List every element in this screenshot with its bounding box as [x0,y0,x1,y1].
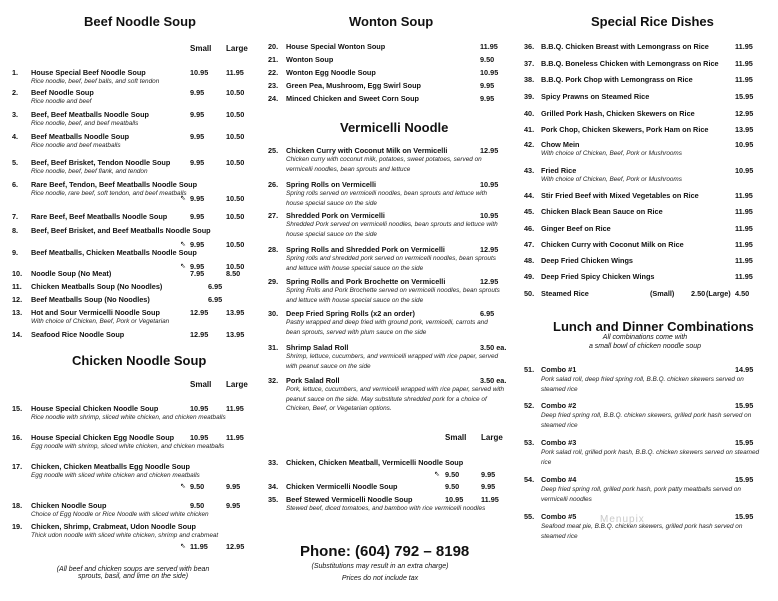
rice-item-name: B.B.Q. Chicken Breast with Lemongrass on Rice [541,42,709,51]
chicken-item-desc: Egg noodle with shrimp, sliced white chicken, and chicken meatballs [31,443,225,450]
beef-item-large-price: 11.95 [226,68,244,77]
soup-item-desc: Stewed beef, diced tomatoes, and bamboo with rice vermicelli noodles [286,505,486,512]
beef-item-large-price: 10.50 [226,212,245,221]
vermicelli-item-number: 25. [268,146,279,155]
wonton-item-price: 9.95 [480,81,495,90]
vermicelli-item-price: 10.95 [480,211,499,220]
rice-item-number: 42. [524,140,535,149]
rice-item-name: Deep Fried Chicken Wings [541,256,633,265]
beef-item-desc: Rice noodle, beef, and beef meatballs [31,120,139,127]
rice-item-name: Pork Chop, Chicken Skewers, Pork Ham on Rice [541,125,709,134]
beef-item-large-price: 10.50 [226,88,245,97]
vermicelli-small-header: Small [445,433,467,442]
vermicelli-item-number: 30. [268,309,279,318]
rice-item-number: 47. [524,240,535,249]
beef-item-name: Beef, Beef Meatballs Noodle Soup [31,110,149,119]
chicken-item-large-price: 11.95 [226,404,244,413]
vermicelli-item-desc: Spring rolls served on vermicelli noodles, bean sprouts and lettuce with house special sauce on the side [286,190,488,207]
wonton-item-number: 24. [268,94,279,103]
vermicelli-item-price: 6.95 [480,309,495,318]
vermicelli-item-number: 26. [268,180,279,189]
beef-item-number: 14. [12,330,23,339]
beef-item-number: 9. [12,248,19,257]
wonton-item-price: 9.50 [480,55,495,64]
rice-item-number: 39. [524,92,535,101]
beef-item-large-price: 13.95 [226,330,245,339]
pointer-arrow-icon: ⇖ [180,263,186,270]
rice-item-number: 38. [524,75,535,84]
chicken-section-title: Chicken Noodle Soup [72,353,207,368]
steamed-rice-large-label: (Large) [706,289,731,298]
rice-item-desc: With choice of Chicken, Beef, Pork or Mushrooms [541,150,682,157]
combo-item-desc: Seafood meat pie, B.B.Q. chicken skewers, grilled pork hash served on steamed rice [541,523,743,540]
wonton-section-title: Wonton Soup [349,14,434,29]
tax-note: Prices do not include tax [341,575,419,582]
beef-item-large-price: 10.50 [226,132,245,141]
rice-item-number: 45. [524,207,535,216]
vermicelli-item-price: 12.95 [480,277,499,286]
beef-item-large-price: 8.50 [226,269,241,278]
vermicelli-item-name: Shredded Pork on Vermicelli [286,211,385,220]
chicken-item-number: 17. [12,462,23,471]
beef-item-small-price: 9.95 [190,158,205,167]
beef-item-number: 8. [12,226,19,235]
beef-item-desc: Rice noodle and beef meatballs [31,142,121,149]
rice-item-price: 11.95 [735,240,753,249]
chicken-item-small-price: 9.50 [190,482,205,491]
beef-item-number: 12. [12,295,23,304]
soup-item-number: 34. [268,482,279,491]
rice-item-name: B.B.Q. Pork Chop with Lemongrass on Rice [541,75,693,84]
rice-item-name: Ginger Beef on Rice [541,224,611,233]
wonton-item-name: Wonton Egg Noodle Soup [286,68,376,77]
vermicelli-item-desc: Spring Rolls and Pork Brochette served on vermicelli noodles, bean sprouts and lettuce with house special sauce on the side [286,287,500,304]
chicken-item-desc: Choice of Egg Noodle or Rice Noodle with sliced white chicken [31,511,209,518]
soup-item-name: Chicken Vermicelli Noodle Soup [286,482,398,491]
rice-item-price: 11.95 [735,191,753,200]
vermicelli-item-number: 32. [268,376,279,385]
rice-item-number: 44. [524,191,535,200]
soup-note: (All beef and chicken soups are served with bean sprouts, basil, and lime on the side) [56,566,210,580]
vermicelli-item-price: 10.95 [480,180,499,189]
rice-item-name: Chicken Curry with Coconut Milk on Rice [541,240,684,249]
rice-item-price: 11.95 [735,42,753,51]
pointer-arrow-icon: ⇖ [180,195,186,202]
vermicelli-item-number: 28. [268,245,279,254]
combo-item-number: 52. [524,401,535,410]
soup-item-number: 33. [268,458,279,467]
substitution-note: (Substitutions may result in an extra charge) [311,563,449,570]
rice-item-price: 11.95 [735,75,753,84]
beef-item-number: 11. [12,282,22,291]
chicken-large-header: Large [226,380,248,389]
rice-item-price: 11.95 [735,224,753,233]
beef-item-number: 3. [12,110,19,119]
pointer-arrow-icon: ⇖ [180,241,186,248]
beef-item-small-price: 6.95 [208,295,223,304]
beef-item-name: Chicken Meatballs Soup (No Noodles) [31,282,163,291]
vermicelli-item-desc: Pork, lettuce, cucumbers, and vermicelli wrapped with rice paper, served with peanut sauce on the side. May substitute shredded pork for a choice of Chicken, Beef, or Vegetarian options. [286,386,505,413]
combo-item-price: 15.95 [735,401,754,410]
rice-item-name: Stir Fried Beef with Mixed Vegetables on Rice [541,191,699,200]
vermicelli-item-name: Spring Rolls and Pork Brochette on Vermicelli [286,277,446,286]
beef-item-name: Beef Meatballs Noodle Soup [31,132,130,141]
beef-item-desc: Rice noodle, beef, beef balls, and soft tendon [31,78,160,85]
beef-item-name: Beef, Beef Brisket, and Beef Meatballs Noodle Soup [31,226,211,235]
steamed-rice-small-label: (Small) [650,289,675,298]
chicken-item-large-price: 9.95 [226,482,241,491]
rice-section-title: Special Rice Dishes [591,14,714,29]
chicken-item-name: House Special Chicken Egg Noodle Soup [31,433,175,442]
wonton-item-price: 9.95 [480,94,495,103]
beef-item-small-price: 10.95 [190,68,209,77]
chicken-item-large-price: 12.95 [226,542,245,551]
beef-item-name: Hot and Sour Vermicelli Noodle Soup [31,308,160,317]
beef-item-small-price: 12.95 [190,330,209,339]
phone-number: Phone: (604) 792 – 8198 [300,543,470,560]
vermicelli-item-name: Chicken Curry with Coconut Milk on Vermicelli [286,146,448,155]
rice-item-price: 12.95 [735,109,754,118]
combo-item-desc: Deep fried spring roll, grilled pork hash, pork patty meatballs served on vermicelli noodles [541,486,741,503]
beef-small-header: Small [190,44,212,53]
chicken-item-number: 18. [12,501,23,510]
beef-item-large-price: 10.50 [226,158,245,167]
soup-item-name: Chicken, Chicken Meatball, Vermicelli Noodle Soup [286,458,464,467]
vermicelli-item-price: 12.95 [480,146,499,155]
rice-item-number: 48. [524,256,535,265]
combo-item-price: 14.95 [735,365,754,374]
vermicelli-item-name: Shrimp Salad Roll [286,343,349,352]
wonton-item-number: 20. [268,42,279,51]
rice-item-desc: With choice of Chicken, Beef, Pork or Mushrooms [541,176,682,183]
rice-item-number: 43. [524,166,535,175]
soup-item-large-price: 9.95 [481,470,496,479]
steamed-rice-small-price: 2.50 [691,289,706,298]
rice-item-price: 11.95 [735,256,753,265]
wonton-item-name: House Special Wonton Soup [286,42,386,51]
beef-item-small-price: 9.95 [190,110,205,119]
chicken-item-small-price: 10.95 [190,433,209,442]
pointer-arrow-icon: ⇖ [434,471,440,478]
beef-item-small-price: 6.95 [208,282,223,291]
soup-item-large-price: 9.95 [481,482,496,491]
beef-item-large-price: 10.50 [226,240,245,249]
vermicelli-item-number: 29. [268,277,279,286]
wonton-item-price: 10.95 [480,68,499,77]
vermicelli-item-desc: Pastry wrapped and deep fried with ground pork, vermicelli, carrots and bean sprouts, served with plum sauce on the side [286,319,488,336]
pointer-arrow-icon: ⇖ [180,483,186,490]
rice-item-price: 11.95 [735,272,753,281]
chicken-item-desc: Egg noodle with sliced white chicken and chicken meatballs [31,472,200,479]
beef-item-number: 13. [12,308,23,317]
combo-item-number: 54. [524,475,535,484]
beef-item-small-price: 12.95 [190,308,209,317]
rice-item-number: 41. [524,125,535,134]
rice-item-price: 10.95 [735,140,754,149]
beef-item-small-price: 9.95 [190,240,205,249]
soup-item-name: Beef Stewed Vermicelli Noodle Soup [286,495,413,504]
chicken-item-name: House Special Chicken Noodle Soup [31,404,159,413]
beef-item-number: 1. [12,68,19,77]
beef-item-large-price: 10.50 [226,262,245,271]
chicken-item-number: 19. [12,522,23,531]
wonton-item-name: Minced Chicken and Sweet Corn Soup [286,94,419,103]
beef-item-number: 2. [12,88,19,97]
beef-item-number: 6. [12,180,19,189]
beef-item-name: Seafood Rice Noodle Soup [31,330,125,339]
steamed-rice-number: 50. [524,289,535,298]
rice-item-number: 40. [524,109,535,118]
rice-item-number: 49. [524,272,535,281]
soup-item-large-price: 11.95 [481,495,499,504]
chicken-item-name: Chicken Noodle Soup [31,501,107,510]
chicken-item-small-price: 10.95 [190,404,209,413]
wonton-item-number: 22. [268,68,279,77]
soup-item-number: 35. [268,495,279,504]
chicken-item-name: Chicken, Shrimp, Crabmeat, Udon Noodle Soup [31,522,197,531]
vermicelli-item-number: 31. [268,343,279,352]
wonton-item-price: 11.95 [480,42,498,51]
rice-item-name: Spicy Prawns on Steamed Rice [541,92,650,101]
vermicelli-item-name: Spring Rolls on Vermicelli [286,180,377,189]
chicken-item-number: 16. [12,433,23,442]
beef-item-number: 10. [12,269,23,278]
combo-item-number: 53. [524,438,535,447]
wonton-item-number: 21. [268,55,279,64]
vermicelli-item-desc: Shrimp, lettuce, cucumbers, and vermicelli wrapped with rice paper, served with peanut sauce on the side [286,353,499,370]
vermicelli-item-price: 12.95 [480,245,499,254]
chicken-item-name: Chicken, Chicken Meatballs Egg Noodle Soup [31,462,190,471]
wonton-item-name: Wonton Soup [286,55,334,64]
watermark: Menupix [600,514,645,525]
vermicelli-large-header: Large [481,433,503,442]
chicken-item-desc: Rice noodle with shrimp, sliced white chicken, and chicken meatballs [31,414,226,421]
beef-item-desc: With choice of Chicken, Beef, Pork or Vegetarian [31,318,170,325]
beef-section-title: Beef Noodle Soup [84,14,196,29]
rice-item-name: Chicken Black Bean Sauce on Rice [541,207,663,216]
beef-item-name: Beef Meatballs Soup (No Noodles) [31,295,150,304]
beef-item-number: 4. [12,132,19,141]
beef-item-desc: Rice noodle, beef, beef flank, and tendon [31,168,148,175]
chicken-item-number: 15. [12,404,23,413]
combo-subtitle-2: a small bowl of chicken noodle soup [588,343,702,350]
beef-item-number: 7. [12,212,19,221]
combo-item-price: 15.95 [735,438,754,447]
beef-item-small-price: 7.95 [190,269,205,278]
beef-item-name: Rare Beef, Tendon, Beef Meatballs Noodle Soup [31,180,198,189]
chicken-item-small-price: 11.95 [190,542,208,551]
rice-item-name: Deep Fried Spicy Chicken Wings [541,272,655,281]
beef-item-large-price: 10.50 [226,110,245,119]
beef-item-name: Beef Noodle Soup [31,88,94,97]
rice-item-number: 36. [524,42,535,51]
combo-item-name: Combo #1 [541,365,577,374]
combo-item-name: Combo #4 [541,475,577,484]
beef-item-number: 5. [12,158,19,167]
combo-item-number: 51. [524,365,535,374]
steamed-rice-name: Steamed Rice [541,289,589,298]
rice-item-number: 37. [524,59,535,68]
beef-item-small-price: 9.95 [190,212,205,221]
chicken-small-header: Small [190,380,212,389]
combo-item-desc: Pork salad roll, grilled pork hash, B.B.Q. chicken skewers served on steamed rice [541,449,760,466]
vermicelli-item-price: 3.50 ea. [480,343,507,352]
rice-item-price: 15.95 [735,92,754,101]
wonton-item-number: 23. [268,81,279,90]
rice-item-price: 11.95 [735,207,753,216]
combo-item-name: Combo #5 [541,512,577,521]
rice-item-name: B.B.Q. Boneless Chicken with Lemongrass on Rice [541,59,719,68]
chicken-item-small-price: 9.50 [190,501,205,510]
combo-subtitle-1: All combinations come with [602,334,688,341]
chicken-item-desc: Thick udon noodle with sliced white chicken, shrimp and crabmeat [31,532,219,539]
vermicelli-item-name: Spring Rolls and Shredded Pork on Vermicelli [286,245,445,254]
vermicelli-item-price: 3.50 ea. [480,376,507,385]
combo-item-name: Combo #3 [541,438,577,447]
chicken-item-large-price: 11.95 [226,433,244,442]
vermicelli-item-number: 27. [268,211,279,220]
rice-item-name: Chow Mein [541,140,580,149]
vermicelli-item-name: Deep Fried Spring Rolls (x2 an order) [286,309,415,318]
beef-item-name: Rare Beef, Beef Meatballs Noodle Soup [31,212,168,221]
beef-item-large-price: 13.95 [226,308,245,317]
rice-item-number: 46. [524,224,535,233]
beef-item-desc: Rice noodle, rare beef, soft tendon, and beef meatballs [31,190,187,197]
combo-item-price: 15.95 [735,475,754,484]
vermicelli-section-title: Vermicelli Noodle [340,120,449,135]
vermicelli-item-desc: Chicken curry with coconut milk, potatoes, sweet potatoes, served on vermicelli noodles, bean sprouts and lettuce [286,156,482,173]
rice-item-price: 10.95 [735,166,754,175]
pointer-arrow-icon: ⇖ [180,543,186,550]
soup-item-small-price: 10.95 [445,495,464,504]
chicken-item-large-price: 9.95 [226,501,241,510]
beef-item-small-price: 9.95 [190,88,205,97]
combo-item-name: Combo #2 [541,401,577,410]
beef-item-name: Noodle Soup (No Meat) [31,269,112,278]
soup-item-small-price: 9.50 [445,470,460,479]
combo-item-number: 55. [524,512,535,521]
rice-item-price: 13.95 [735,125,754,134]
beef-item-name: Beef Meatballs, Chicken Meatballs Noodle Soup [31,248,197,257]
beef-item-small-price: 9.95 [190,262,205,271]
vermicelli-item-name: Pork Salad Roll [286,376,340,385]
beef-item-large-price: 10.50 [226,194,245,203]
beef-item-desc: Rice noodle and beef [31,98,92,105]
vermicelli-item-desc: Spring rolls and shredded pork served on vermicelli noodles, bean sprouts and lettuce with house special sauce on the side [286,255,496,272]
soup-item-small-price: 9.50 [445,482,460,491]
wonton-item-name: Green Pea, Mushroom, Egg Swirl Soup [286,81,422,90]
combo-item-desc: Deep fried spring roll, B.B.Q. chicken skewers, grilled pork hash served on steamed rice [541,412,752,429]
combo-item-desc: Pork salad roll, deep fried spring roll, B.B.Q. chicken skewers served on steamed rice [541,376,744,393]
combo-section-title: Lunch and Dinner Combinations [553,319,754,334]
beef-item-small-price: 9.95 [190,194,205,203]
vermicelli-item-desc: Shredded Pork served on vermicelli noodles, bean sprouts and lettuce with house special sauce on the side [286,221,498,238]
rice-item-name: Grilled Pork Hash, Chicken Skewers on Rice [541,109,695,118]
beef-item-name: House Special Beef Noodle Soup [31,68,146,77]
steamed-rice-large-price: 4.50 [735,289,750,298]
beef-large-header: Large [226,44,248,53]
rice-item-name: Fried Rice [541,166,577,175]
combo-item-price: 15.95 [735,512,754,521]
beef-item-name: Beef, Beef Brisket, Tendon Noodle Soup [31,158,171,167]
rice-item-price: 11.95 [735,59,753,68]
beef-item-small-price: 9.95 [190,132,205,141]
